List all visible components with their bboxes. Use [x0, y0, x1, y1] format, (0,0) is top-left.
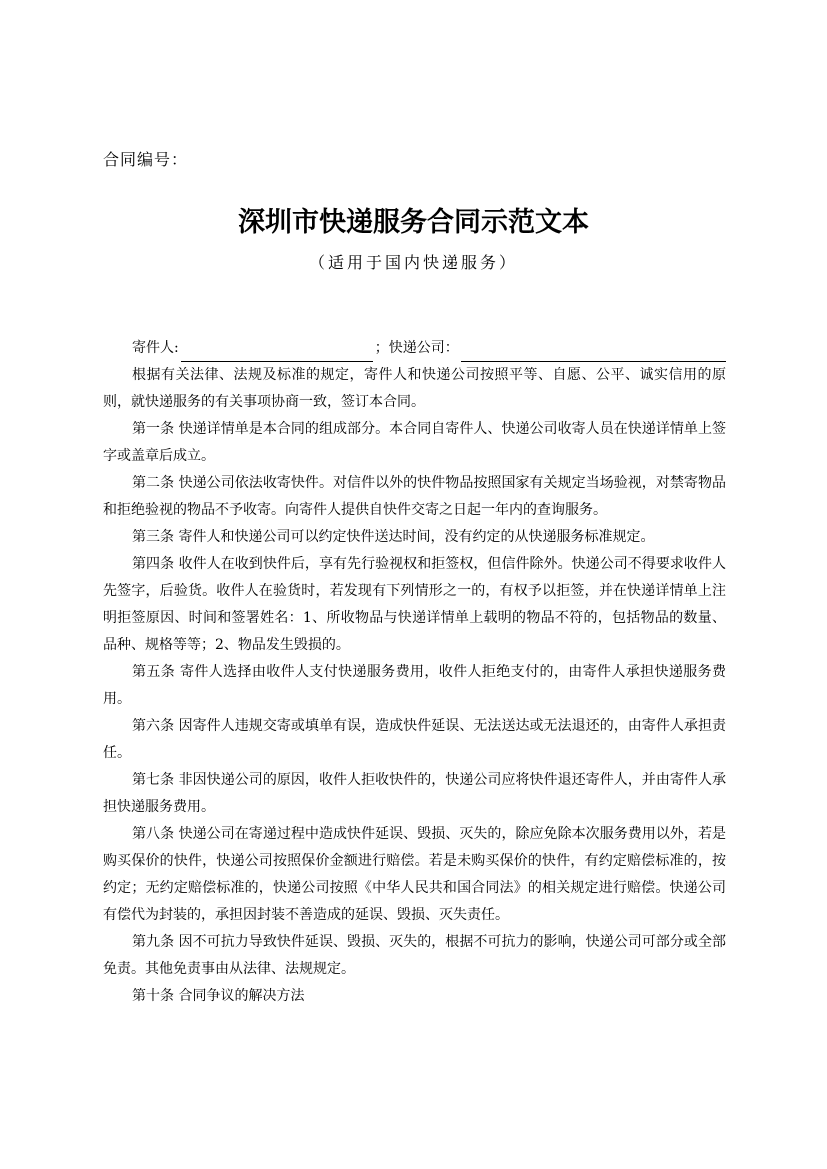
contract-number-label: 合同编号：	[103, 150, 189, 169]
article-10: 第十条 合同争议的解决方法	[132, 988, 305, 1004]
article-7: 第七条 非因快递公司的原因，收件人拒收快件的，快递公司应将快件退还寄件人，并由寄件人承担快递服务费用。	[103, 772, 726, 815]
contract-body	[103, 335, 726, 1010]
article-2: 第二条 快递公司依法收寄快件。对信件以外的快件物品按照国家有关规定当场验视，对禁寄物品和拒绝验视的物品不予收寄。向寄件人提供自快件交寄之日起一年内的查询服务。	[103, 475, 726, 518]
sender-label: 寄件人:	[132, 340, 179, 356]
sender-blank-field	[181, 344, 373, 362]
article-8: 第八条 快递公司在寄递过程中造成快件延误、毁损、灭失的，除应免除本次服务费用以外，若是购买保价的快件，快递公司按照保价金额进行赔偿。若是未购买保价的快件，有约定赔偿标准的，按约定；无约定赔偿标准的，快递公司按照《中华人民共和国合同法》的相关规定进行赔偿。快递公司有偿代为封装的，承担因封装不善造成的延误、毁损、灭失责任。	[103, 826, 726, 923]
article-6: 第六条 因寄件人违规交寄或填单有误，造成快件延误、无法送达或无法退还的，由寄件人承担责任。	[103, 718, 726, 761]
document-title: 深圳市快递服务合同示范文本	[238, 207, 589, 238]
document-subtitle: （适用于国内快递服务）	[308, 253, 518, 272]
parties-separator: ；	[374, 340, 389, 356]
company-label: 快递公司：	[388, 340, 459, 356]
preamble-paragraph: 根据有关法律、法规及标准的规定，寄件人和快递公司按照平等、自愿、公平、诚实信用的原则，就快递服务的有关事项协商一致，签订本合同。	[103, 367, 726, 410]
parties-line	[103, 335, 726, 362]
company-blank-field	[461, 344, 726, 362]
article-3: 第三条 寄件人和快递公司可以约定快件送达时间，没有约定的从快递服务标准规定。	[132, 529, 655, 545]
article-1: 第一条 快递详情单是本合同的组成部分。本合同自寄件人、快递公司收寄人员在快递详情单上签字或盖章后成立。	[103, 421, 726, 464]
article-9: 第九条 因不可抗力导致快件延误、毁损、灭失的，根据不可抗力的影响，快递公司可部分或全部免责。其他免责事由从法律、法规规定。	[103, 934, 726, 977]
article-5: 第五条 寄件人选择由收件人支付快递服务费用，收件人拒绝支付的，由寄件人承担快递服务费用。	[103, 664, 726, 707]
article-4: 第四条 收件人在收到快件后，享有先行验视权和拒签权，但信件除外。快递公司不得要求收件人先签字，后验货。收件人在验货时，若发现有下列情形之一的，有权予以拒签，并在快递详情单上注明拒签原因、时间和签署姓名：1、所收物品与快递详情单上载明的物品不符的，包括物品的数量、品种、规格等等；2、物品发生毁损的。	[103, 556, 726, 653]
